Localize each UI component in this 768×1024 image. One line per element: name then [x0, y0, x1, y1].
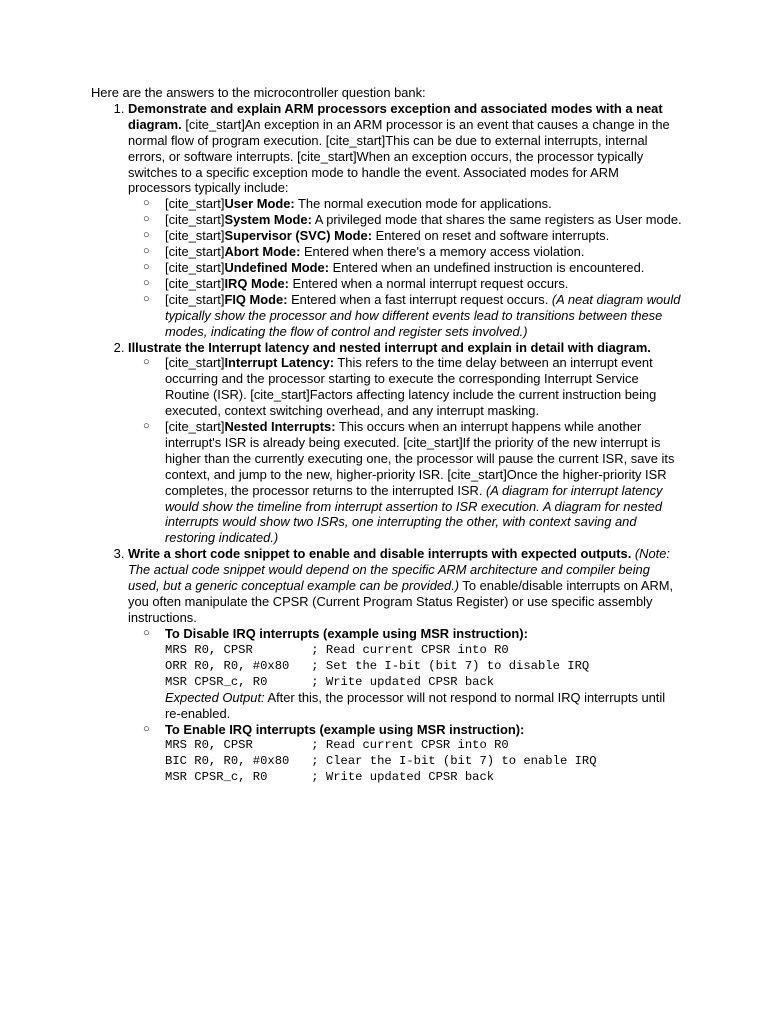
code-line: ORR R0, R0, #0x80 ; Set the I-bit (bit 7) to disable IRQ	[165, 658, 590, 673]
topic-name: Nested Interrupts:	[224, 419, 336, 435]
example-disable-irq	[143, 625, 684, 722]
topic-text: This refers to the time delay between an interrupt event occurring and the processor starting to execute the corresponding Interrupt Service Routine (ISR).	[165, 355, 653, 403]
topic-text: Factors affecting latency include the current instruction being executed, context switching overhead, and any interrupt masking.	[165, 387, 657, 419]
cite-marker: [cite_start]	[447, 466, 507, 482]
mode-item-user	[143, 196, 684, 212]
question-3	[128, 546, 684, 785]
code-line: BIC R0, R0, #0x80 ; Clear the I-bit (bit 7) to enable IRQ	[165, 754, 597, 769]
question-1-body-1: An exception in an ARM processor is an event that causes a change in the normal flow of program execution.	[128, 116, 670, 148]
mode-item-fiq	[143, 291, 684, 340]
question-1-body-2: This can be due to external interrupts, internal errors, or software interrupts.	[128, 132, 648, 164]
mode-desc: Entered on reset and software interrupts.	[372, 228, 610, 244]
code-line: MSR CPSR_c, R0 ; Write updated CPSR back	[165, 770, 495, 785]
cite-marker: [cite_start]	[165, 228, 225, 244]
code-example-list	[128, 626, 684, 786]
bullet-icon: ○	[143, 197, 150, 210]
intro-text: Here are the answers to the microcontroller question bank:	[91, 85, 426, 100]
mode-item-abort	[143, 244, 684, 260]
topic-text: This occurs when an interrupt happens while another interrupt's ISR is already being executed.	[165, 419, 642, 450]
mode-name: Undefined Mode:	[224, 259, 330, 275]
mode-name: System Mode:	[224, 212, 312, 228]
bullet-icon: ○	[143, 229, 150, 242]
mode-name: FIQ Mode:	[224, 291, 288, 307]
diagram-note: (A neat diagram would typically show the processor and how different events lead to transitions between these modes, indicating the flow of control and register sets involved.)	[165, 291, 681, 339]
question-3-note: (Note: The actual code snippet would depend on the specific ARM architecture and compiler being used, but a generic conceptual example can be provided.)	[128, 546, 670, 594]
cite-marker: [cite_start]	[250, 387, 310, 403]
mode-desc: Entered when an undefined instruction is encountered.	[329, 259, 645, 275]
bullet-icon: ○	[143, 292, 150, 305]
question-2	[128, 340, 684, 547]
mode-name: IRQ Mode:	[224, 275, 289, 291]
question-2-title: Illustrate the Interrupt latency and nested interrupt and explain in detail with diagram.	[128, 339, 651, 355]
mode-item-supervisor	[143, 228, 684, 244]
question-1	[128, 101, 684, 340]
example-heading: To Enable IRQ interrupts (example using MSR instruction):	[165, 721, 525, 737]
code-line: MRS R0, CPSR ; Read current CPSR into R0	[165, 738, 509, 753]
expected-output-label: Expected Output:	[165, 689, 265, 705]
cite-marker: [cite_start]	[165, 419, 225, 435]
mode-desc: The normal execution mode for applications.	[294, 196, 552, 212]
diagram-note: (A diagram for interrupt latency would show the timeline from interrupt assertion to ISR execution. A diagram for nested interrupts would show two ISRs, one interrupting the other, with context saving and restoring indicated.)	[165, 482, 663, 546]
mode-name: User Mode:	[224, 196, 295, 212]
question-3-body: To enable/disable interrupts on ARM, you often manipulate the CPSR (Current Program Status Register) or use specific assembly instructions.	[128, 578, 674, 625]
cite-marker: [cite_start]	[297, 148, 357, 164]
code-line: MSR CPSR_c, R0 ; Write updated CPSR back	[165, 674, 495, 689]
expected-output-text: After this, the processor will not respond to normal IRQ interrupts until re-enabled.	[165, 689, 666, 721]
cite-marker: [cite_start]	[165, 275, 225, 291]
expected-output	[165, 690, 684, 722]
cite-marker: [cite_start]	[325, 132, 386, 148]
cite-marker: [cite_start]	[165, 212, 225, 228]
question-list	[91, 101, 684, 786]
bullet-icon: ○	[143, 356, 150, 369]
example-enable-irq	[143, 721, 684, 786]
mode-list	[128, 196, 684, 339]
cite-marker: [cite_start]	[185, 116, 245, 132]
topic-text: Once the higher-priority ISR completes, the processor returns to the interrupted ISR.	[165, 466, 667, 498]
bullet-icon: ○	[143, 213, 150, 226]
mode-desc: A privileged mode that shares the same registers as User mode.	[311, 212, 682, 228]
mode-name: Abort Mode:	[224, 244, 301, 260]
bullet-icon: ○	[143, 276, 150, 289]
bullet-icon: ○	[143, 722, 150, 735]
cite-marker: [cite_start]	[165, 259, 225, 275]
topic-name: Interrupt Latency:	[224, 355, 335, 371]
topic-text: If the priority of the new interrupt is higher than the currently executing one, the processor will pause the current ISR, save its context, and jump to the new, higher-priority ISR.	[165, 434, 675, 482]
mode-desc: Entered when a normal interrupt request occurs.	[288, 275, 569, 291]
example-heading: To Disable IRQ interrupts (example using MSR instruction):	[165, 625, 528, 641]
topic-nested-interrupts	[143, 419, 684, 546]
cite-marker: [cite_start]	[165, 196, 225, 212]
question-3-title: Write a short code snippet to enable and disable interrupts with expected outputs.	[128, 546, 632, 562]
mode-item-system	[143, 212, 684, 228]
bullet-icon: ○	[143, 420, 150, 433]
mode-item-undefined	[143, 259, 684, 276]
mode-desc: Entered when a fast interrupt request occurs.	[287, 291, 552, 307]
bullet-icon: ○	[143, 260, 150, 273]
bullet-icon: ○	[143, 626, 150, 639]
bullet-icon: ○	[143, 245, 150, 258]
mode-desc: Entered when there's a memory access violation.	[300, 244, 585, 260]
cite-marker: [cite_start]	[165, 355, 225, 371]
mode-name: Supervisor (SVC) Mode:	[224, 228, 373, 244]
topic-interrupt-latency	[143, 355, 684, 419]
code-line: MRS R0, CPSR ; Read current CPSR into R0	[165, 642, 509, 657]
cite-marker: [cite_start]	[165, 291, 225, 307]
cite-marker: [cite_start]	[403, 434, 463, 450]
interrupt-topic-list	[128, 355, 684, 546]
mode-item-irq	[143, 275, 684, 292]
cite-marker: [cite_start]	[165, 244, 225, 260]
question-1-body-3: When an exception occurs, the processor typically switches to a specific exception mode to handle the event. Associated modes for ARM processors typically include:	[128, 148, 644, 196]
question-1-title: Demonstrate and explain ARM processors exception and associated modes with a neat diagram.	[128, 100, 663, 132]
